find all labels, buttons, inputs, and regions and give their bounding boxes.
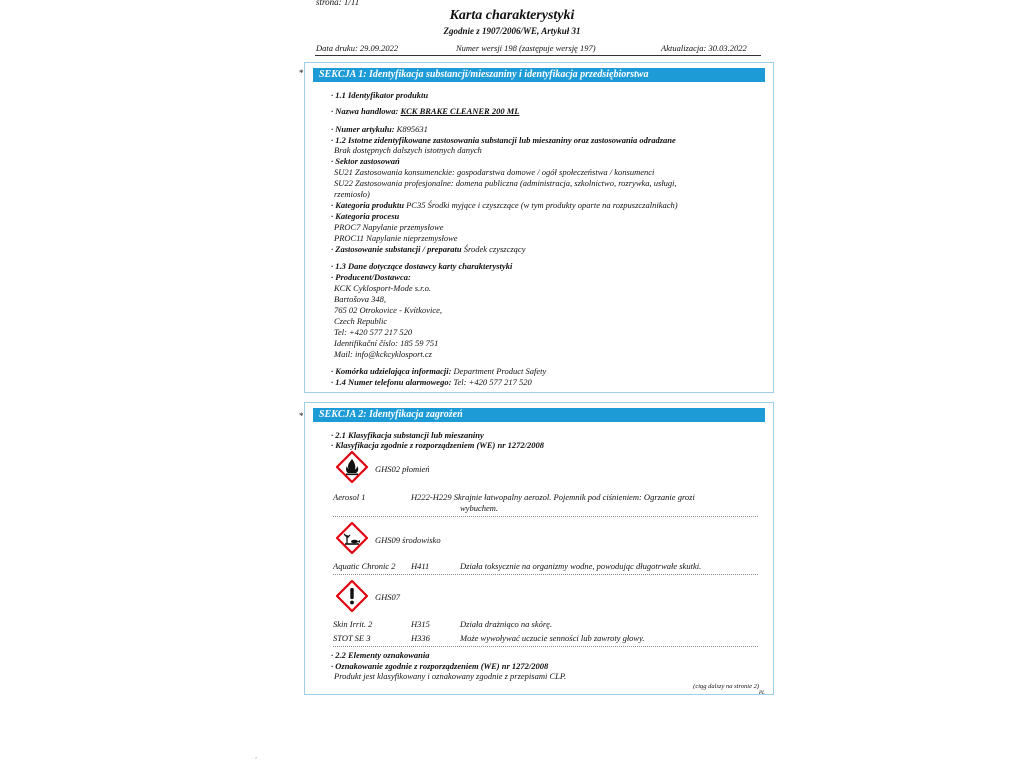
labelling-text: Produkt jest klasyfikowany i oznakowany zgodnie z przepisami CLP. [334,671,567,681]
su21-line: SU21 Zastosowania konsumenckie: gospodarstwa domowe / ogół społeczeństwa / konsumenci [334,167,655,177]
exclamation-pictogram-icon [336,580,368,612]
ghs09-label: GHS09 środowisko [375,535,441,545]
article-number-row [331,124,428,134]
stot-text: Może wywoływać uczucie senności lub zawroty głowy. [460,633,645,643]
trade-name-value: KCK BRAKE CLEANER 200 ML [400,106,520,116]
aerosol-hazard: H222-H229 Skrajnie łatwopalny aerozol. Pojemnik pod ciśnieniem: Ogrzanie grozi [411,492,695,502]
s2-1-heading: · 2.1 Klasyfikacja substancji lub mieszaniny [331,430,484,440]
s2-2-heading: · 2.2 Elementy oznakowania [331,650,430,660]
product-category-label: · Kategoria produktu [331,200,404,210]
page-number: strona: 1/11 [316,0,360,7]
proc7-line: PROC7 Napylanie przemysłowe [334,222,444,232]
update-date: Aktualizacja: 30.03.2022 [661,43,747,53]
row-divider [333,574,758,575]
no-data-note: Brak dostępnych dalszych istotnych danych [334,145,482,155]
aquatic-text: Działa toksycznie na organizmy wodne, powodując długotrwałe skutki. [460,561,702,571]
address-id: Identifikační číslo: 185 59 751 [334,338,439,348]
print-date: Data druku: 29.09.2022 [316,43,399,53]
s1-3-heading: · 1.3 Dane dotyczące dostawcy karty charakterystyki [331,261,513,271]
aerosol-class: Aerosol 1 [333,492,366,502]
labelling-heading: · Oznakowanie zgodnie z rozporządzeniem (WE) nr 1272/2008 [331,661,549,671]
address-phone: Tel: +420 577 217 520 [334,327,413,337]
footer-mark: ´ [255,758,257,764]
proc11-line: PROC11 Napylanie nieprzemysłowe [334,233,458,243]
emergency-value: Tel: +420 577 217 520 [453,377,532,387]
section-1-title: SEKCJA 1: Identyfikacja substancji/mieszaniny i identyfikacja przedsiębiorstwa [313,68,765,82]
header-divider [315,55,761,56]
emergency-row [331,377,532,387]
trade-name-row [331,106,519,116]
info-row [331,366,546,376]
emergency-label: · 1.4 Numer telefonu alarmowego: [331,377,452,387]
process-category-label: · Kategoria procesu [331,211,400,221]
skin-code: H315 [411,619,430,629]
info-label: · Komórka udzielająca informacji: [331,366,452,376]
row-divider [333,516,758,517]
version-number: Numer wersji 198 (zastępuje wersję 197) [456,43,596,53]
address-mail: Mail: info@kckcyklosport.cz [334,349,432,359]
skin-text: Działa drażniąco na skórę. [460,619,553,629]
use-label: · Zastosowanie substancji / preparatu [331,244,462,254]
section-1 [304,62,774,393]
classification-heading: · Klasyfikacja zgodnie z rozporządzeniem (WE) nr 1272/2008 [331,440,544,450]
address-line: KCK Cyklosport-Mode s.r.o. [334,283,432,293]
stot-class: STOT SE 3 [333,633,371,643]
section-2 [304,402,774,695]
aquatic-class: Aquatic Chronic 2 [333,561,396,571]
use-value: Środek czyszczący [463,244,526,254]
flame-pictogram-icon [336,451,368,483]
aquatic-code: H411 [411,561,430,571]
s1-2-heading: · 1.2 Istotne zidentyfikowane zastosowania substancji lub mieszaniny oraz zastosowania odradzane [331,135,676,145]
product-category-row [331,200,678,210]
info-value: Department Product Safety [453,366,547,376]
document-subtitle: Zgodnie z 1907/2006/WE, Artykuł 31 [443,26,581,36]
row-divider [333,646,758,647]
sector-label: · Sektor zastosowań [331,156,400,166]
stot-code: H336 [411,633,430,643]
change-marker: * [299,68,304,78]
address-line: 765 02 Otrokovice - Kvítkovice, [334,305,443,315]
s1-1-heading: · 1.1 Identyfikator produktu [331,90,429,100]
su22-line-cont: rzemiosło) [334,189,370,199]
aerosol-hazard-cont: wybuchem. [460,503,499,513]
ghs02-label: GHS02 płomień [375,464,430,474]
document-title: Karta charakterystyki [449,8,575,23]
producer-label: · Producent/Dostawca: [331,272,411,282]
product-category-value: PC35 Środki myjące i czyszczące (w tym produkty oparte na rozpuszczalnikach) [406,200,678,210]
environment-pictogram-icon [336,522,368,554]
address-line: Bartošova 348, [334,294,386,304]
section-2-title: SEKCJA 2: Identyfikacja zagrożeń [313,408,765,422]
article-number-label: · Numer artykułu: [331,124,395,134]
article-number-value: K895631 [396,124,428,134]
language-code: PL [759,691,765,696]
su22-line: SU22 Zastosowania profesjonalne: domena publiczna (administracja, szkolnictwo, rozrywka, usługi, [334,178,677,188]
ghs07-label: GHS07 [375,592,401,602]
use-row [331,244,525,254]
change-marker: * [299,411,304,421]
continued-note: (ciąg dalszy na stronie 2) [693,683,759,690]
trade-name-label: · Nazwa handlowa: [331,106,399,116]
skin-class: Skin Irrit. 2 [333,619,373,629]
address-line: Czech Republic [334,316,388,326]
